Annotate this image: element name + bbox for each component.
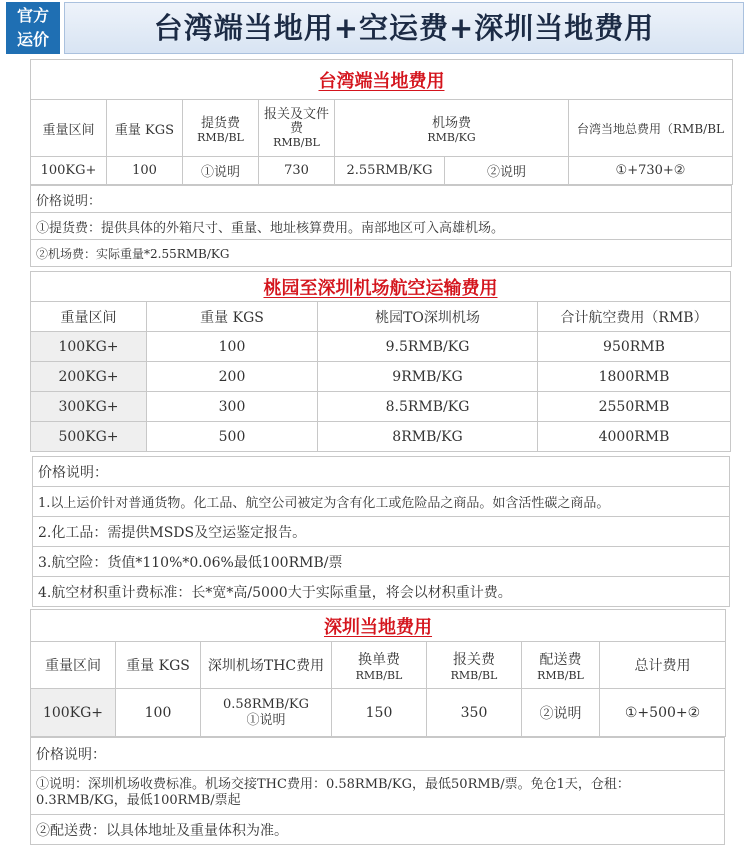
- th-weight-range: 重量区间: [31, 100, 107, 157]
- air-row-weight: 500: [147, 422, 318, 452]
- th-customs-doc-label: 报关及文件费: [263, 106, 329, 136]
- air-row-rate: 9.5RMB/KG: [318, 332, 538, 362]
- air-note-1: 1.以上运价针对普通货物。化工品、航空公司被定为含有化工或危险品之商品。如含活性碳之商品。: [33, 487, 730, 517]
- air-th-route: 桃园TO深圳机场: [318, 302, 538, 332]
- badge-line-2: 运价: [16, 30, 49, 49]
- taiwan-note-2: ②机场费：实际重量*2.55RMB/KG: [31, 240, 732, 267]
- sz-row-thc-note: ①说明: [246, 712, 286, 728]
- air-note-2: 2.化工品：需提供MSDS及空运鉴定报告。: [33, 517, 730, 547]
- page-title: 台湾端当地用+空运费+深圳当地费用: [153, 11, 655, 45]
- th-pickup-unit: RMB/BL: [197, 131, 244, 144]
- sz-row-weight: 100: [116, 689, 201, 737]
- air-note-0: 价格说明：: [33, 457, 730, 487]
- air-row-total: 950RMB: [538, 332, 731, 362]
- sz-th-doc-unit: RMB/BL: [355, 668, 403, 682]
- th-customs-doc: [259, 100, 335, 157]
- th-pickup-label: 提货费: [200, 116, 240, 131]
- shenzhen-section-title: 深圳当地费用: [324, 616, 433, 638]
- sz-th-delivery-unit: RMB/BL: [537, 668, 584, 682]
- sz-row-thc: [201, 689, 332, 737]
- table-row: [31, 332, 731, 362]
- air-th-total: 合计航空费用（RMB）: [538, 302, 731, 332]
- page-header: [0, 0, 750, 56]
- sz-th-thc: 深圳机场THC费用: [201, 642, 332, 689]
- sz-th-customs-unit: RMB/BL: [450, 668, 498, 682]
- shenzhen-notes: [30, 737, 725, 845]
- air-th-weight-range: 重量区间: [31, 302, 147, 332]
- sz-note-0: 价格说明：: [31, 738, 725, 771]
- air-row-weight: 100: [147, 332, 318, 362]
- air-th-weight-kgs: 重量 KGS: [147, 302, 318, 332]
- sz-row-customs: 350: [427, 689, 522, 737]
- table-row: [31, 422, 731, 452]
- table-row: [31, 362, 731, 392]
- sz-th-doc-label: 换单费: [358, 651, 400, 668]
- taiwan-note-0: 价格说明：: [31, 186, 732, 213]
- air-section-title-cell: [31, 272, 731, 302]
- th-airport-unit: RMB/KG: [427, 131, 476, 144]
- badge-line-1: 官方: [16, 6, 49, 25]
- air-row-rate: 9RMB/KG: [318, 362, 538, 392]
- title-bar: [64, 2, 744, 54]
- taiwan-row-range: 100KG+: [31, 157, 107, 185]
- air-section-title: 桃园至深圳机场航空运输费用: [263, 277, 498, 299]
- sz-th-customs: [427, 642, 522, 689]
- air-note-4: 4.航空材积重计费标准：长*宽*高/5000大于实际重量，将会以材积重计费。: [33, 577, 730, 607]
- air-row-total: 1800RMB: [538, 362, 731, 392]
- sz-th-total: 总计费用: [600, 642, 726, 689]
- th-customs-doc-unit: RMB/BL: [273, 135, 320, 149]
- shenzhen-section-title-cell: [31, 610, 726, 642]
- air-note-3: 3.航空险：货值*110%*0.06%最低100RMB/票: [33, 547, 730, 577]
- air-row-weight: 200: [147, 362, 318, 392]
- air-freight-table: [30, 271, 731, 452]
- sz-row-thc-rate: 0.58RMB/KG: [222, 696, 310, 712]
- sz-th-customs-label: 报关费: [453, 651, 495, 668]
- taiwan-row-customs: 730: [259, 157, 335, 185]
- table-row: [31, 392, 731, 422]
- sz-th-weight-kgs: 重量 KGS: [116, 642, 201, 689]
- taiwan-row-airport-rate: 2.55RMB/KG: [335, 157, 445, 185]
- air-row-range: 500KG+: [31, 422, 147, 452]
- sz-row-doc: 150: [332, 689, 427, 737]
- th-weight-kgs: 重量 KGS: [107, 100, 183, 157]
- taiwan-note-1: ①提货费：提供具体的外箱尺寸、重量、地址核算费用。南部地区可入高雄机场。: [31, 213, 732, 240]
- air-row-rate: 8.5RMB/KG: [318, 392, 538, 422]
- air-row-weight: 300: [147, 392, 318, 422]
- th-airport-label: 机场费: [431, 116, 471, 131]
- air-row-total: 4000RMB: [538, 422, 731, 452]
- sz-th-delivery-label: 配送费: [539, 651, 582, 668]
- sz-row-range: 100KG+: [31, 689, 116, 737]
- sz-th-weight-range: 重量区间: [31, 642, 116, 689]
- shenzhen-fee-table: [30, 609, 726, 737]
- taiwan-row-total: ①+730+②: [569, 157, 733, 185]
- taiwan-fee-table: [30, 59, 733, 185]
- sz-th-doc: [332, 642, 427, 689]
- air-row-range: 100KG+: [31, 332, 147, 362]
- official-rate-badge: [6, 2, 60, 54]
- air-row-range: 200KG+: [31, 362, 147, 392]
- sz-th-delivery: [522, 642, 600, 689]
- taiwan-notes: [30, 185, 732, 267]
- taiwan-row-airport-note: ②说明: [445, 157, 569, 185]
- sz-note-1: ①说明：深圳机场收费标准。机场交接THC费用：0.58RMB/KG，最低50RMB/票。免仓1天，仓租：0.3RMB/KG，最低100RMB/票起: [31, 771, 725, 815]
- th-pickup: [183, 100, 259, 157]
- taiwan-section-title-cell: [31, 60, 733, 100]
- air-row-rate: 8RMB/KG: [318, 422, 538, 452]
- sz-note-2: ②配送费：以具体地址及重量体积为准。: [31, 815, 725, 845]
- th-airport: [335, 100, 569, 157]
- th-taiwan-total: 台湾当地总费用（RMB/BL: [569, 100, 733, 157]
- air-row-range: 300KG+: [31, 392, 147, 422]
- sz-row-total: ①+500+②: [600, 689, 726, 737]
- taiwan-row-weight: 100: [107, 157, 183, 185]
- taiwan-section-title: 台湾端当地费用: [318, 70, 445, 92]
- sz-row-delivery: ②说明: [522, 689, 600, 737]
- air-notes: [32, 456, 730, 607]
- air-row-total: 2550RMB: [538, 392, 731, 422]
- taiwan-row-pickup: ①说明: [183, 157, 259, 185]
